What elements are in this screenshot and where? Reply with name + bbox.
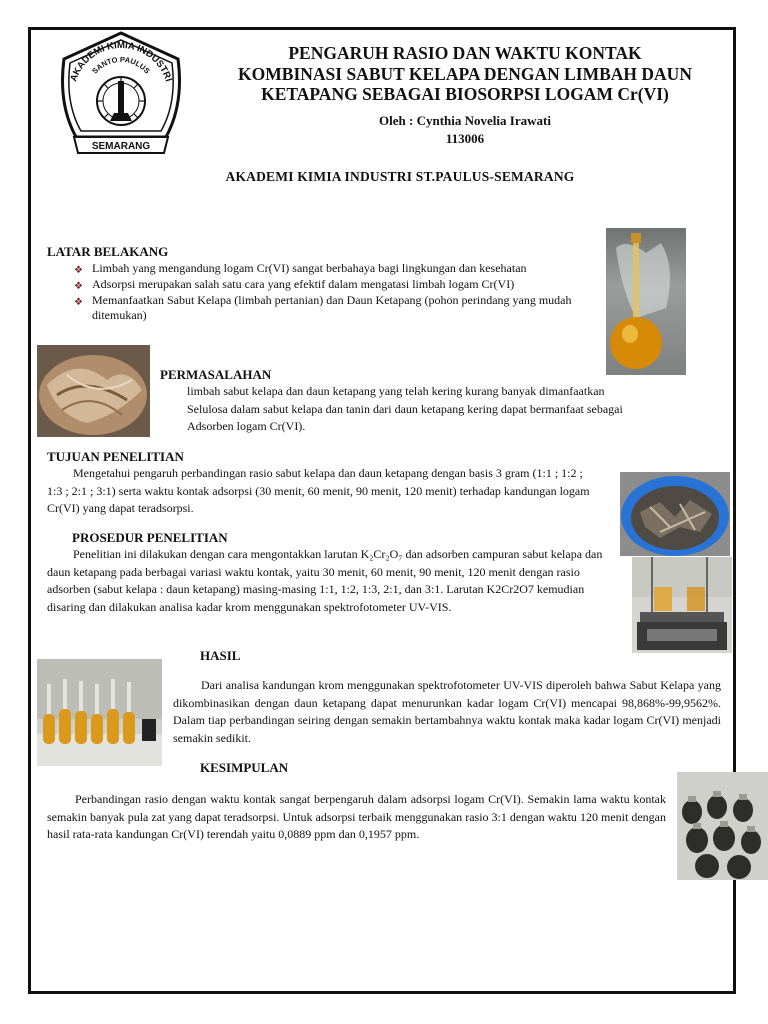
academy-logo [52,29,190,161]
list-item-text: Memanfaatkan Sabut Kelapa (limbah pertanian) dan Daun Ketapang (pohon perindang yang mudah ditemukan) [92,293,572,322]
photo-test-tubes [37,659,162,766]
logo-text-bottom: SEMARANG [91,141,151,152]
list-item-text: Limbah yang mengandung logam Cr(VI) sangat berbahaya bagi lingkungan dan kesehatan [92,261,527,275]
logo-text-mid: SANTO PAULUS [90,54,152,76]
author: Oleh : Cynthia Novelia Irawati [379,113,551,128]
photo-magnetic-stirrer [632,557,732,653]
heading-prosedur-penelitian: PROSEDUR PENELITIAN [72,530,228,545]
bullet-icon: ❖ [74,281,83,292]
heading-permasalahan: PERMASALAHAN [160,367,272,382]
heading-latar-belakang: LATAR BELAKANG [47,244,169,259]
prosedur-text: Penelitian ini dilakukan dengan cara mengontakkan larutan K₂Cr₂O₇ dan adsorben campuran sabut kelapa dan daun ketapang pada berbagai variasi waktu kontak, yaitu 30 menit, 60 menit, 90 menit, 120 menit dengan rasio adsorben (sabut kelapa : daun ketapang) masing-masing 1:1, 1:2, 1:3, 2:1, dan 3:1. Larutan K2Cr2O7 kemudian disaring dan dilakukan analisa kadar krom menggunakan spektrofotometer UV-VIS. [47,547,603,614]
student-id: 113006 [445,131,485,146]
photo-sample-bottles [677,772,768,880]
photo-coconut-fiber [37,345,150,437]
heading-kesimpulan: KESIMPULAN [200,760,289,775]
bullet-icon: ❖ [74,265,83,276]
tujuan-text: Mengetahui pengaruh perbandingan rasio sabut kelapa dan daun ketapang dengan basis 3 gram (1:1 ; 1:2 ; 1:3 ; 2:1 ; 3:1) serta waktu kontak adsorpsi (30 menit, 60 menit, 90 menit, 120 menit) terhadap kandungan logam Cr(VI) yang dapat teradsorpsi. [47,466,590,515]
list-item [72,261,602,276]
hasil-text: Dari analisa kandungan krom menggunakan spektrofotometer UV-VIS diperoleh bahwa Sabut Kelapa yang dikombinasikan dengan daun ketapang dapat menurunkan kadar logam Cr(VI) mencapai 98,868%-99,9562%. Dalam tiap perbandingan seiring dengan semakin bertambahnya waktu kontak maka kadar logam Cr(VI) menjadi semakin sedikit. [173,678,721,745]
list-item [72,293,602,323]
photo-dried-leaves [620,472,730,556]
kesimpulan-text: Perbandingan rasio dengan waktu kontak sangat berpengaruh dalam adsorpsi logam Cr(VI). Semakin lama waktu kontak semakin banyak pula zat yang dapat teradsorpsi. Untuk adsorpsi terbaik menggunakan rasio 3:1 dengan waktu 120 menit dengan hasil rata-rata kandungan Cr(VI) terendah yaitu 0,0889 ppm dan 0,1957 ppm. [47,792,666,841]
heading-tujuan-penelitian: TUJUAN PENELITIAN [47,449,184,464]
photo-volumetric-flask [606,228,686,375]
heading-hasil: HASIL [200,648,241,663]
list-item [72,277,602,292]
permasalahan-line-2: Selulosa dalam sabut kelapa dan tanin dari daun ketapang kering dapat bermanfaat sebagai [187,401,623,416]
latar-belakang-list [72,261,602,323]
list-item-text: Adsorpsi merupakan salah satu cara yang efektif dalam mengatasi limbah logam Cr(VI) [92,277,515,291]
logo-text-top: AKADEMI KIMIA INDUSTRI [68,39,174,84]
permasalahan-line-1: limbah sabut kelapa dan daun ketapang yang telah kering kurang banyak dimanfaatkan [187,384,605,398]
institution: AKADEMI KIMIA INDUSTRI ST.PAULUS-SEMARANG [225,169,575,184]
title-line-3: KETAPANG SEBAGAI BIOSORPSI LOGAM Cr(VI) [261,84,669,104]
title-line-2: KOMBINASI SABUT KELAPA DENGAN LIMBAH DAUN [238,63,692,84]
permasalahan-text [187,383,707,436]
bullet-icon: ❖ [74,297,83,308]
poster-title [200,43,730,105]
title-line-1: PENGARUH RASIO DAN WAKTU KONTAK [288,43,642,63]
permasalahan-line-3: Adsorben logam Cr(VI). [187,419,306,433]
